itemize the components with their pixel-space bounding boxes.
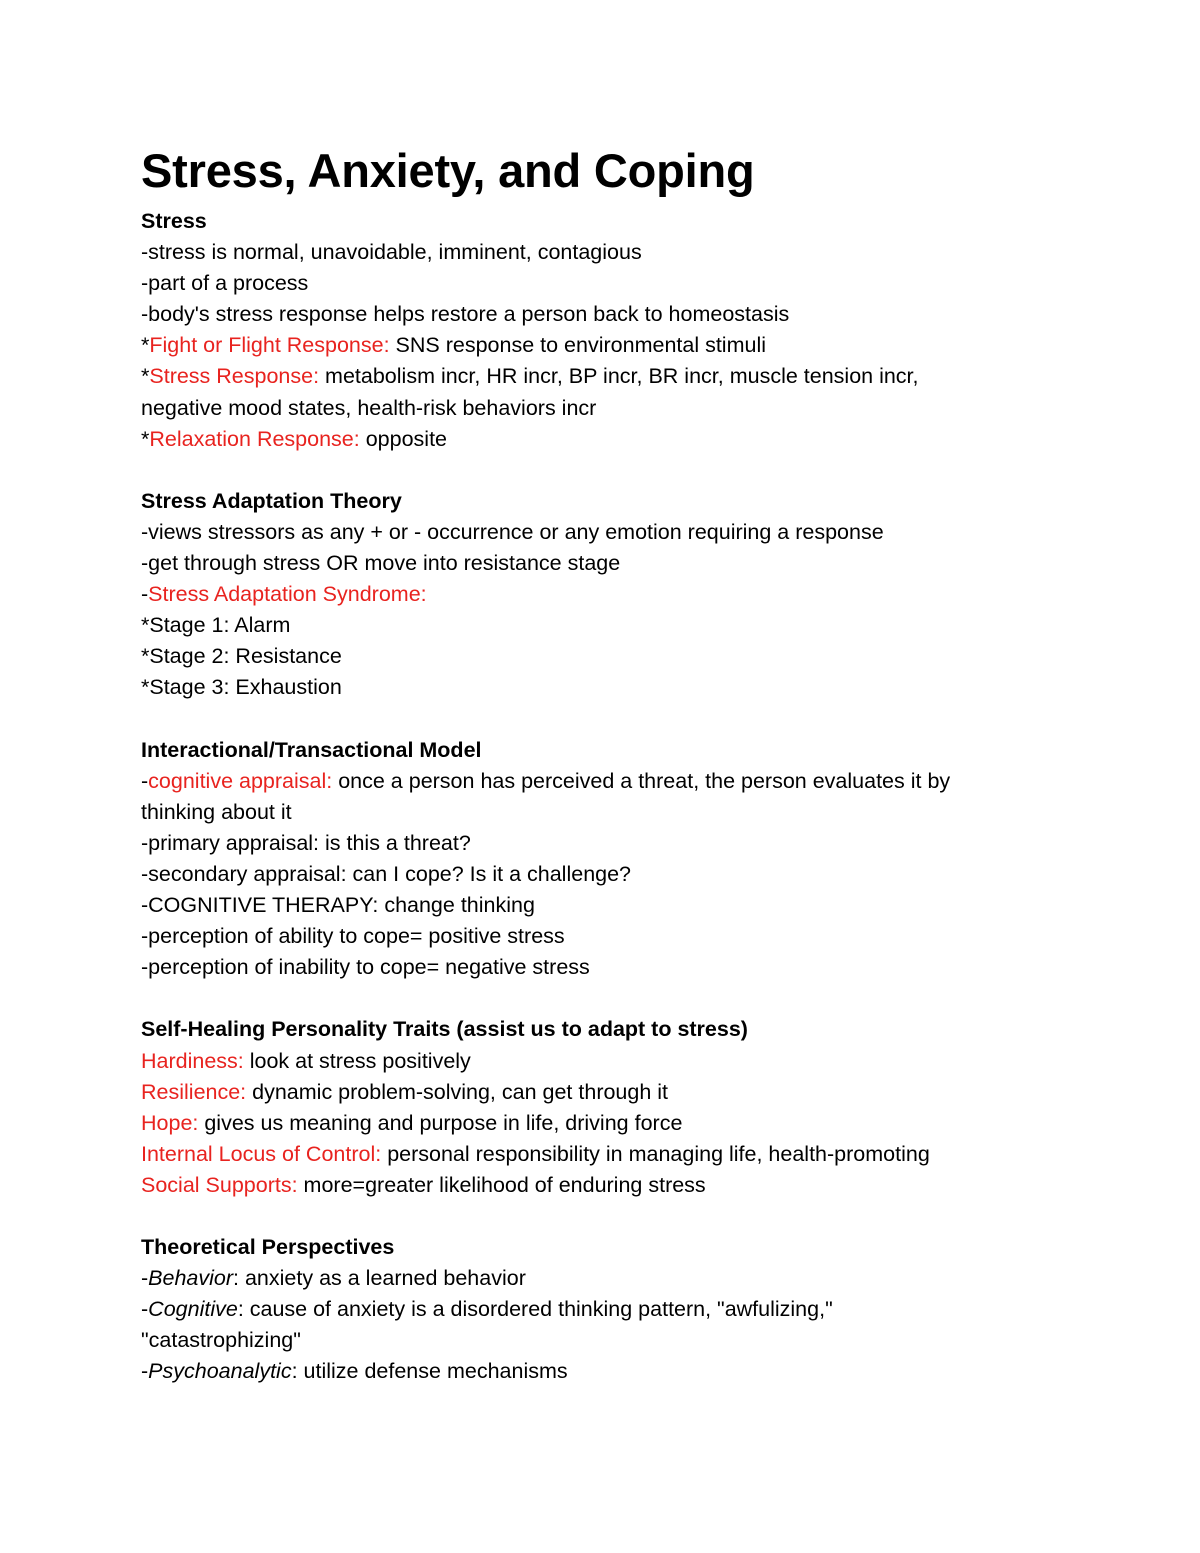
definition-continuation: thinking about it [141, 799, 292, 824]
text-line: -perception of ability to cope= positive stress [141, 924, 565, 949]
stage-item: *Stage 1: Alarm [141, 613, 291, 638]
definition-text: SNS response to environmental stimuli [389, 333, 766, 358]
section-stress-adaptation-theory [141, 486, 1101, 704]
spacer [141, 704, 1101, 735]
spacer [141, 983, 1101, 1014]
term-locus-of-control: Internal Locus of Control: [141, 1141, 382, 1166]
perspective-item-behavior [141, 1263, 1101, 1294]
definition-text: look at stress positively [243, 1048, 471, 1073]
definition-line-fight-or-flight [141, 330, 1101, 361]
term-adaptation-syndrome: Stress Adaptation Syndrome: [148, 582, 427, 607]
bullet-star: * [141, 426, 150, 451]
term-relaxation-response: Relaxation Response: [149, 426, 360, 451]
trait-item-social-supports [141, 1170, 1101, 1201]
perspective-item-cognitive [141, 1294, 1101, 1325]
section-heading-interactional: Interactional/Transactional Model [141, 737, 482, 762]
term-hope: Hope: [141, 1110, 199, 1135]
term-cognitive-appraisal: cognitive appraisal: [148, 768, 333, 793]
trait-item-hope [141, 1108, 1101, 1139]
perspective-item-psychoanalytic [141, 1356, 1101, 1387]
definition-text: dynamic problem-solving, can get through it [246, 1079, 669, 1104]
definition-line-cognitive-appraisal [141, 766, 1101, 797]
trait-item-resilience [141, 1077, 1101, 1108]
term-hardiness: Hardiness: [141, 1048, 244, 1073]
definition-text: : cause of anxiety is a disordered thinking pattern, "awfulizing," [237, 1297, 833, 1322]
term-resilience: Resilience: [141, 1079, 247, 1104]
definition-line-relaxation-response [141, 424, 1101, 455]
definition-text: opposite [359, 426, 447, 451]
definition-text: once a person has perceived a threat, the person evaluates it by [332, 768, 951, 793]
term-stress-response: Stress Response: [149, 364, 320, 389]
definition-text: : utilize defense mechanisms [291, 1359, 568, 1384]
trait-item-locus-of-control [141, 1139, 1101, 1170]
definition-continuation: "catastrophizing" [141, 1328, 301, 1353]
definition-continuation: negative mood states, health-risk behaviors incr [141, 395, 597, 420]
text-line: -get through stress OR move into resistance stage [141, 551, 621, 576]
term-behavior: Behavior [148, 1266, 234, 1291]
definition-line-stress-response [141, 361, 1101, 392]
trait-item-hardiness [141, 1046, 1101, 1077]
section-heading-traits: Self-Healing Personality Traits (assist us to adapt to stress) [141, 1017, 748, 1042]
section-stress [141, 206, 1101, 455]
bullet-dash: - [141, 1266, 149, 1291]
section-heading-adaptation: Stress Adaptation Theory [141, 488, 402, 513]
section-heading-stress: Stress [141, 209, 207, 233]
stage-item: *Stage 3: Exhaustion [141, 675, 342, 700]
definition-text: personal responsibility in managing life, health-promoting [381, 1141, 930, 1166]
bullet-dash: - [141, 582, 149, 607]
bullet-dash: - [141, 1297, 149, 1322]
section-heading-perspectives: Theoretical Perspectives [141, 1235, 395, 1260]
text-line: -primary appraisal: is this a threat? [141, 830, 471, 855]
stage-item: *Stage 2: Resistance [141, 644, 342, 669]
text-line: -views stressors as any + or - occurrence or any emotion requiring a response [141, 519, 884, 544]
section-interactional-model [141, 735, 1101, 984]
definition-text: : anxiety as a learned behavior [233, 1266, 526, 1291]
definition-line-adaptation-syndrome [141, 579, 1101, 610]
definition-text: more=greater likelihood of enduring stress [297, 1172, 706, 1197]
bullet-star: * [141, 364, 150, 389]
definition-text: metabolism incr, HR incr, BP incr, BR incr, muscle tension incr, [319, 364, 919, 389]
definition-text: gives us meaning and purpose in life, driving force [198, 1110, 683, 1135]
term-social-supports: Social Supports: [141, 1172, 298, 1197]
text-line: -stress is normal, unavoidable, imminent, contagious [141, 240, 642, 265]
text-line: -body's stress response helps restore a person back to homeostasis [141, 302, 790, 327]
page-title: Stress, Anxiety, and Coping [141, 144, 755, 197]
term-cognitive: Cognitive [148, 1297, 238, 1322]
term-psychoanalytic: Psychoanalytic [148, 1359, 292, 1384]
text-line: -part of a process [141, 271, 309, 296]
spacer [141, 455, 1101, 486]
bullet-dash: - [141, 768, 149, 793]
term-fight-or-flight: Fight or Flight Response: [149, 333, 390, 358]
text-line: -perception of inability to cope= negative stress [141, 955, 590, 980]
text-line: -secondary appraisal: can I cope? Is it a challenge? [141, 861, 632, 886]
section-theoretical-perspectives [141, 1232, 1101, 1387]
spacer [141, 1201, 1101, 1232]
section-personality-traits [141, 1014, 1101, 1201]
bullet-star: * [141, 333, 150, 358]
document-page [141, 140, 1101, 1388]
text-line: -COGNITIVE THERAPY: change thinking [141, 893, 535, 918]
bullet-dash: - [141, 1359, 149, 1384]
